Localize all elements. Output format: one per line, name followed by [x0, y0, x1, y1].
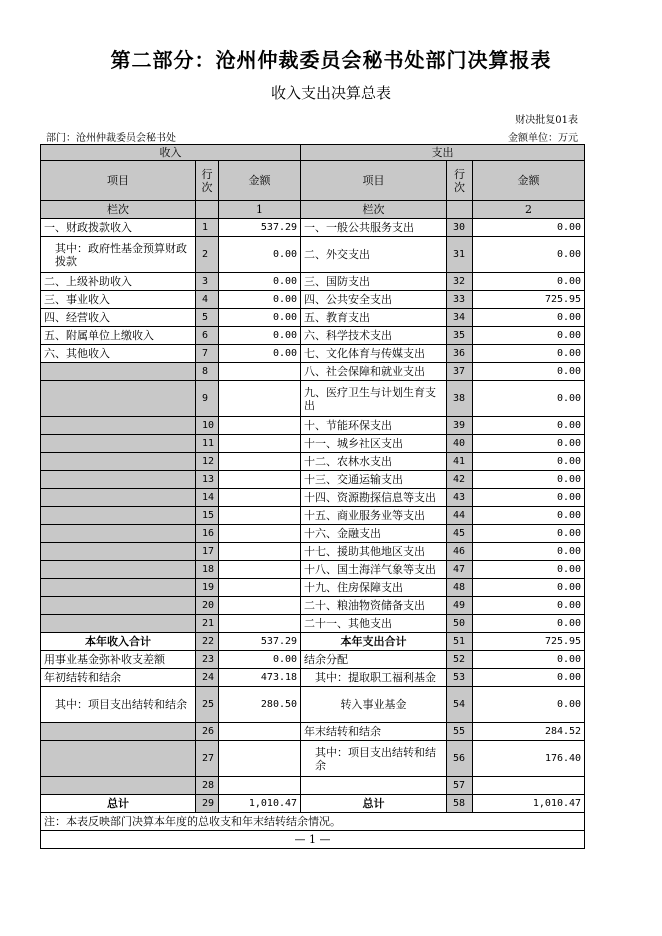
income-item-cell: 总计: [41, 795, 196, 813]
expense-amount-cell: 0.00: [473, 327, 585, 345]
report-subtitle: 收入支出决算总表: [270, 84, 391, 102]
income-amount-cell: [219, 489, 301, 507]
expense-line-cell: 32: [447, 273, 473, 291]
income-lanci-label: 栏次: [41, 201, 196, 219]
income-line-header: 行次: [196, 161, 219, 201]
table-body: [41, 219, 585, 813]
expense-amount-cell: 0.00: [473, 417, 585, 435]
expense-item-cell: 其中：项目支出结转和结余: [301, 741, 447, 777]
expense-line-cell: 49: [447, 597, 473, 615]
table-row: [41, 291, 585, 309]
expense-line-cell: 34: [447, 309, 473, 327]
income-amount-cell: 0.00: [219, 237, 301, 273]
income-line-cell: 2: [196, 237, 219, 273]
table-row: [41, 795, 585, 813]
income-line-cell: 17: [196, 543, 219, 561]
income-line-cell: 1: [196, 219, 219, 237]
income-amount-cell: [219, 471, 301, 489]
table-row: [41, 507, 585, 525]
expense-amount-cell: 176.40: [473, 741, 585, 777]
income-item-cell: 用事业基金弥补收支差额: [41, 651, 196, 669]
expense-amount-cell: 0.00: [473, 219, 585, 237]
income-line-cell: 9: [196, 381, 219, 417]
expense-line-cell: 43: [447, 489, 473, 507]
expense-item-cell: 九、医疗卫生与计划生育支出: [301, 381, 447, 417]
expense-item-cell: 十四、资源勘探信息等支出: [301, 489, 447, 507]
income-item-cell: 其中：政府性基金预算财政拨款: [41, 237, 196, 273]
expense-item-cell: 年末结转和结余: [301, 723, 447, 741]
expense-line-cell: 30: [447, 219, 473, 237]
expense-line-cell: 58: [447, 795, 473, 813]
income-line-cell: 24: [196, 669, 219, 687]
income-amount-cell: [219, 417, 301, 435]
income-item-cell: [41, 417, 196, 435]
expense-amount-cell: 0.00: [473, 363, 585, 381]
income-line-cell: 20: [196, 597, 219, 615]
income-amount-cell: 0.00: [219, 273, 301, 291]
income-line-cell: 19: [196, 579, 219, 597]
expense-amount-cell: 0.00: [473, 561, 585, 579]
expense-item-cell: 结余分配: [301, 651, 447, 669]
expense-line-cell: 47: [447, 561, 473, 579]
income-item-cell: [41, 741, 196, 777]
column-header-row: [41, 161, 585, 201]
expense-amount-cell: 284.52: [473, 723, 585, 741]
table-row: [41, 633, 585, 651]
table-note: 注：本表反映部门决算本年度的总收支和年末结转结余情况。: [41, 813, 585, 831]
expense-amount-cell: [473, 777, 585, 795]
income-line-cell: 28: [196, 777, 219, 795]
table-row: [41, 489, 585, 507]
income-amount-cell: [219, 579, 301, 597]
income-amount-cell: 0.00: [219, 309, 301, 327]
income-amount-cell: 1,010.47: [219, 795, 301, 813]
expense-amount-cell: 0.00: [473, 471, 585, 489]
income-item-cell: 本年收入合计: [41, 633, 196, 651]
expense-item-cell: 二、外交支出: [301, 237, 447, 273]
table-row: [41, 543, 585, 561]
income-line-cell: 21: [196, 615, 219, 633]
table-row: [41, 615, 585, 633]
income-amount-cell: [219, 777, 301, 795]
income-line-cell: 26: [196, 723, 219, 741]
income-line-cell: 16: [196, 525, 219, 543]
section-header-row: [41, 145, 585, 161]
income-amount-cell: 473.18: [219, 669, 301, 687]
income-item-cell: [41, 453, 196, 471]
income-amount-cell: [219, 543, 301, 561]
note-row: [41, 813, 585, 831]
table-row: [41, 363, 585, 381]
income-item-cell: 六、其他收入: [41, 345, 196, 363]
expense-amount-cell: 0.00: [473, 669, 585, 687]
expense-line-cell: 51: [447, 633, 473, 651]
table-row: [41, 219, 585, 237]
income-item-cell: 四、经营收入: [41, 309, 196, 327]
income-item-cell: 三、事业收入: [41, 291, 196, 309]
table-row: [41, 417, 585, 435]
expense-line-cell: 48: [447, 579, 473, 597]
expense-lanci-label: 栏次: [301, 201, 447, 219]
income-item-cell: 其中：项目支出结转和结余: [41, 687, 196, 723]
expense-line-cell: 33: [447, 291, 473, 309]
income-item-cell: [41, 579, 196, 597]
page-number: — 1 —: [41, 831, 585, 849]
table-row: [41, 687, 585, 723]
income-amount-cell: [219, 381, 301, 417]
income-item-cell: [41, 777, 196, 795]
table-row: [41, 327, 585, 345]
income-line-cell: 23: [196, 651, 219, 669]
page-number-row: [41, 831, 585, 849]
expense-amount-cell: 0.00: [473, 381, 585, 417]
table-row: [41, 777, 585, 795]
income-amount-cell: 0.00: [219, 651, 301, 669]
income-line-cell: 27: [196, 741, 219, 777]
expense-line-cell: 36: [447, 345, 473, 363]
income-line-cell: 4: [196, 291, 219, 309]
income-line-cell: 10: [196, 417, 219, 435]
expense-line-cell: 35: [447, 327, 473, 345]
expense-item-cell: 七、文化体育与传媒支出: [301, 345, 447, 363]
expense-item-cell: 十六、金融支出: [301, 525, 447, 543]
expense-item-cell: 十五、商业服务业等支出: [301, 507, 447, 525]
expense-item-cell: 二十、粮油物资储备支出: [301, 597, 447, 615]
income-amount-cell: [219, 615, 301, 633]
income-line-cell: 14: [196, 489, 219, 507]
income-amount-cell: [219, 723, 301, 741]
income-amount-cell: 0.00: [219, 345, 301, 363]
income-amount-cell: [219, 435, 301, 453]
income-line-cell: 6: [196, 327, 219, 345]
table-row: [41, 651, 585, 669]
income-amount-cell: 537.29: [219, 219, 301, 237]
table-row: [41, 453, 585, 471]
expense-section-header: 支出: [301, 145, 585, 161]
form-code: 财决批复01表: [515, 115, 578, 126]
expense-line-cell: 37: [447, 363, 473, 381]
table-row: [41, 435, 585, 453]
expense-amount-cell: 0.00: [473, 687, 585, 723]
expense-item-cell: 本年支出合计: [301, 633, 447, 651]
income-item-cell: [41, 525, 196, 543]
income-amount-cell: 537.29: [219, 633, 301, 651]
expense-item-cell: 六、科学技术支出: [301, 327, 447, 345]
expense-item-cell: 十二、农林水支出: [301, 453, 447, 471]
expense-line-cell: 57: [447, 777, 473, 795]
expense-line-cell: 53: [447, 669, 473, 687]
table-row: [41, 669, 585, 687]
expense-amount-cell: 0.00: [473, 309, 585, 327]
income-item-cell: [41, 381, 196, 417]
table-row: [41, 561, 585, 579]
expense-amount-cell: 0.00: [473, 453, 585, 471]
expense-amount-header: 金额: [473, 161, 585, 201]
expense-lanci-blank: [447, 201, 473, 219]
income-item-cell: [41, 489, 196, 507]
expense-line-cell: 38: [447, 381, 473, 417]
income-item-cell: [41, 597, 196, 615]
income-line-cell: 25: [196, 687, 219, 723]
table-row: [41, 309, 585, 327]
expense-amount-cell: 0.00: [473, 579, 585, 597]
expense-line-cell: 42: [447, 471, 473, 489]
income-line-cell: 8: [196, 363, 219, 381]
table-row: [41, 471, 585, 489]
expense-amount-cell: 0.00: [473, 435, 585, 453]
table-row: [41, 579, 585, 597]
income-line-cell: 11: [196, 435, 219, 453]
expense-line-cell: 45: [447, 525, 473, 543]
expense-amount-cell: 0.00: [473, 345, 585, 363]
income-item-cell: [41, 435, 196, 453]
income-amount-cell: [219, 363, 301, 381]
expense-amount-cell: 0.00: [473, 507, 585, 525]
expense-item-cell: 总计: [301, 795, 447, 813]
table-row: [41, 597, 585, 615]
expense-line-cell: 56: [447, 741, 473, 777]
income-item-cell: [41, 615, 196, 633]
expense-line-cell: 54: [447, 687, 473, 723]
expense-amount-cell: 0.00: [473, 597, 585, 615]
expense-amount-cell: 725.95: [473, 291, 585, 309]
income-amount-header: 金额: [219, 161, 301, 201]
expense-amount-cell: 0.00: [473, 237, 585, 273]
income-item-cell: 一、财政拨款收入: [41, 219, 196, 237]
expense-item-cell: 五、教育支出: [301, 309, 447, 327]
expense-item-cell: 十、节能环保支出: [301, 417, 447, 435]
income-line-cell: 13: [196, 471, 219, 489]
expense-item-cell: [301, 777, 447, 795]
income-expense-table: [40, 144, 585, 849]
expense-line-cell: 40: [447, 435, 473, 453]
expense-amount-cell: 1,010.47: [473, 795, 585, 813]
expense-line-cell: 50: [447, 615, 473, 633]
income-item-cell: 五、附属单位上缴收入: [41, 327, 196, 345]
expense-line-cell: 41: [447, 453, 473, 471]
table-row: [41, 723, 585, 741]
income-item-cell: [41, 723, 196, 741]
expense-item-cell: 三、国防支出: [301, 273, 447, 291]
income-amount-cell: 0.00: [219, 327, 301, 345]
expense-line-cell: 31: [447, 237, 473, 273]
income-section-header: 收入: [41, 145, 301, 161]
expense-item-cell: 十一、城乡社区支出: [301, 435, 447, 453]
income-line-cell: 22: [196, 633, 219, 651]
expense-amount-cell: 0.00: [473, 525, 585, 543]
expense-item-cell: 八、社会保障和就业支出: [301, 363, 447, 381]
expense-item-cell: 二十一、其他支出: [301, 615, 447, 633]
expense-item-cell: 四、公共安全支出: [301, 291, 447, 309]
table-row: [41, 381, 585, 417]
expense-item-cell: 十九、住房保障支出: [301, 579, 447, 597]
table-row: [41, 273, 585, 291]
expense-amount-cell: 725.95: [473, 633, 585, 651]
income-amount-cell: 280.50: [219, 687, 301, 723]
income-item-cell: 年初结转和结余: [41, 669, 196, 687]
expense-line-cell: 46: [447, 543, 473, 561]
expense-item-cell: 十八、国土海洋气象等支出: [301, 561, 447, 579]
income-amount-cell: 0.00: [219, 291, 301, 309]
expense-item-cell: 十七、援助其他地区支出: [301, 543, 447, 561]
expense-item-cell: 转入事业基金: [301, 687, 447, 723]
table-row: [41, 525, 585, 543]
table-row: [41, 237, 585, 273]
expense-line-cell: 52: [447, 651, 473, 669]
unit-label: 金额单位：万元: [508, 133, 578, 144]
income-line-cell: 12: [196, 453, 219, 471]
income-amount-cell: [219, 561, 301, 579]
expense-amount-cell: 0.00: [473, 651, 585, 669]
page-title: 第二部分：沧州仲裁委员会秘书处部门决算报表: [110, 48, 552, 72]
table-row: [41, 345, 585, 363]
expense-item-cell: 十三、交通运输支出: [301, 471, 447, 489]
expense-amount-cell: 0.00: [473, 273, 585, 291]
expense-line-cell: 55: [447, 723, 473, 741]
income-item-cell: [41, 507, 196, 525]
income-line-cell: 7: [196, 345, 219, 363]
income-line-cell: 3: [196, 273, 219, 291]
department-label: 部门：沧州仲裁委员会秘书处: [46, 133, 176, 144]
income-amount-cell: [219, 507, 301, 525]
expense-col-number: 2: [473, 201, 585, 219]
expense-item-cell: 一、一般公共服务支出: [301, 219, 447, 237]
income-amount-cell: [219, 597, 301, 615]
income-amount-cell: [219, 525, 301, 543]
income-line-cell: 29: [196, 795, 219, 813]
income-item-header: 项目: [41, 161, 196, 201]
expense-amount-cell: 0.00: [473, 489, 585, 507]
expense-line-header: 行次: [447, 161, 473, 201]
expense-item-header: 项目: [301, 161, 447, 201]
income-item-cell: [41, 543, 196, 561]
income-amount-cell: [219, 453, 301, 471]
income-item-cell: [41, 363, 196, 381]
table-row: [41, 741, 585, 777]
income-item-cell: [41, 471, 196, 489]
income-col-number: 1: [219, 201, 301, 219]
income-lanci-blank: [196, 201, 219, 219]
expense-amount-cell: 0.00: [473, 615, 585, 633]
expense-line-cell: 39: [447, 417, 473, 435]
income-amount-cell: [219, 741, 301, 777]
column-number-row: [41, 201, 585, 219]
income-item-cell: 二、上级补助收入: [41, 273, 196, 291]
expense-item-cell: 其中：提取职工福利基金: [301, 669, 447, 687]
income-line-cell: 18: [196, 561, 219, 579]
income-line-cell: 15: [196, 507, 219, 525]
expense-line-cell: 44: [447, 507, 473, 525]
income-line-cell: 5: [196, 309, 219, 327]
expense-amount-cell: 0.00: [473, 543, 585, 561]
income-item-cell: [41, 561, 196, 579]
